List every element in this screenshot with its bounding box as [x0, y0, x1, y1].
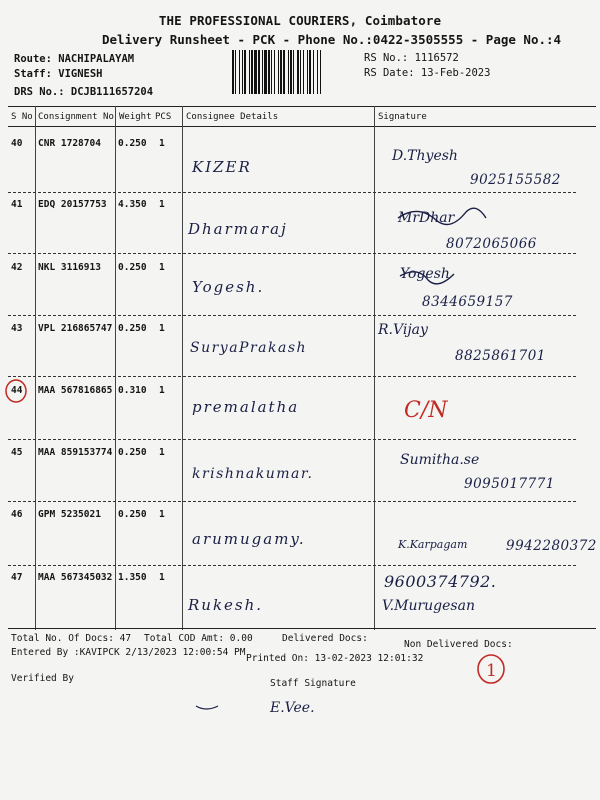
non-delivered-docs: Non Delivered Docs: [404, 639, 513, 650]
row-consignee: Dharmaraj [188, 220, 288, 238]
row-weight: 4.350 [118, 199, 147, 210]
row-consignment: MAA 859153774 [38, 447, 113, 458]
col-consignee: Consignee Details [186, 112, 279, 122]
circle-mark-row-44 [6, 380, 26, 402]
delivered-docs: Delivered Docs: [282, 633, 368, 644]
row-consignee: Rukesh. [188, 596, 264, 614]
row-phone: 9600374792. [384, 572, 497, 591]
row-weight: 0.250 [118, 138, 147, 149]
col-weight: Weight [119, 112, 152, 122]
staff-label: Staff: VIGNESH [14, 68, 103, 80]
row-pcs: 1 [159, 138, 165, 149]
row-sno: 42 [11, 262, 23, 273]
col-sno: S No [11, 112, 33, 122]
row-consignee: Yogesh. [192, 278, 265, 296]
row-signature: MrDhar [398, 210, 455, 226]
row-signature: R.Vijay [378, 322, 428, 338]
row-consignee: krishnakumar. [192, 466, 314, 482]
row-sno: 40 [11, 138, 23, 149]
row-phone: 8072065066 [446, 236, 537, 252]
row-signature: Sumitha.se [400, 452, 480, 468]
row-consignment: GPM 5235021 [38, 509, 101, 520]
row-weight: 0.310 [118, 385, 147, 396]
company-title: THE PROFESSIONAL COURIERS, Coimbatore [158, 13, 442, 28]
row-sno: 43 [11, 323, 23, 334]
row-consignee: premalatha [192, 398, 300, 416]
row-phone: 9025155582 [470, 172, 561, 188]
row-consignment: MAA 567816865 [38, 385, 113, 396]
row-weight: 0.250 [118, 509, 147, 520]
total-docs: Total No. Of Docs: 47 [11, 633, 132, 644]
row-signature: V.Murugesan [382, 598, 475, 614]
row-weight: 0.250 [118, 447, 147, 458]
rs-date: RS Date: 13-Feb-2023 [364, 67, 491, 79]
row-consignment: VPL 216865747 [38, 323, 113, 334]
circle-mark-non-delivered [478, 655, 504, 683]
row-signature: Yogesh [400, 266, 450, 282]
row-pcs: 1 [159, 199, 165, 210]
row-signature: C/N [404, 398, 448, 423]
total-cod: Total COD Amt: 0.00 [144, 633, 253, 644]
row-consignment: MAA 567345032 [38, 572, 113, 583]
row-sno: 47 [11, 572, 23, 583]
signature-scribble [400, 272, 454, 284]
row-phone: 9942280372 [506, 538, 597, 554]
row-consignee: KIZER [192, 158, 252, 176]
row-signature: K.Karpagam [398, 538, 468, 551]
printed-on: Printed On: 13-02-2023 12:01:32 [246, 653, 424, 664]
row-consignment: NKL 3116913 [38, 262, 101, 273]
row-phone: 8344659157 [422, 294, 513, 310]
row-signature: D.Thyesh [392, 148, 458, 164]
staff-signature-label: Staff Signature [270, 678, 356, 689]
row-pcs: 1 [159, 572, 165, 583]
signature-scribble [398, 208, 486, 224]
row-weight: 0.250 [118, 323, 147, 334]
row-pcs: 1 [159, 323, 165, 334]
row-consignee: arumugamy. [192, 530, 306, 548]
row-pcs: 1 [159, 262, 165, 273]
col-consignment: Consignment No [38, 112, 114, 122]
runsheet-subtitle: Delivery Runsheet - PCK - Phone No.:0422-3505555 - Page No.:4 [102, 32, 562, 47]
drs-number: DRS No.: DCJB111657204 [14, 86, 154, 98]
col-pcs: PCS [155, 112, 172, 122]
row-sno: 41 [11, 199, 23, 210]
route-label: Route: NACHIPALAYAM [14, 53, 135, 65]
row-pcs: 1 [159, 385, 165, 396]
row-consignee: SuryaPrakash [190, 340, 308, 356]
row-pcs: 1 [159, 509, 165, 520]
row-weight: 1.350 [118, 572, 147, 583]
verified-by: Verified By [11, 673, 74, 684]
row-sno: 44 [11, 385, 23, 396]
staff-signature: E.Vee. [270, 700, 315, 716]
row-sno: 45 [11, 447, 23, 458]
row-pcs: 1 [159, 447, 165, 458]
col-signature: Signature [378, 112, 427, 122]
row-sno: 46 [11, 509, 23, 520]
row-phone: 9095017771 [464, 476, 555, 492]
row-consignment: CNR 1728704 [38, 138, 101, 149]
row-phone: 8825861701 [455, 348, 546, 364]
row-consignment: EDQ 20157753 [38, 199, 107, 210]
entered-by: Entered By :KAVIPCK 2/13/2023 12:00:54 PM [11, 647, 246, 658]
rs-number: RS No.: 1116572 [364, 52, 459, 64]
non-delivered-count: 1 [486, 661, 497, 681]
signature-scribble [196, 706, 218, 709]
row-weight: 0.250 [118, 262, 147, 273]
